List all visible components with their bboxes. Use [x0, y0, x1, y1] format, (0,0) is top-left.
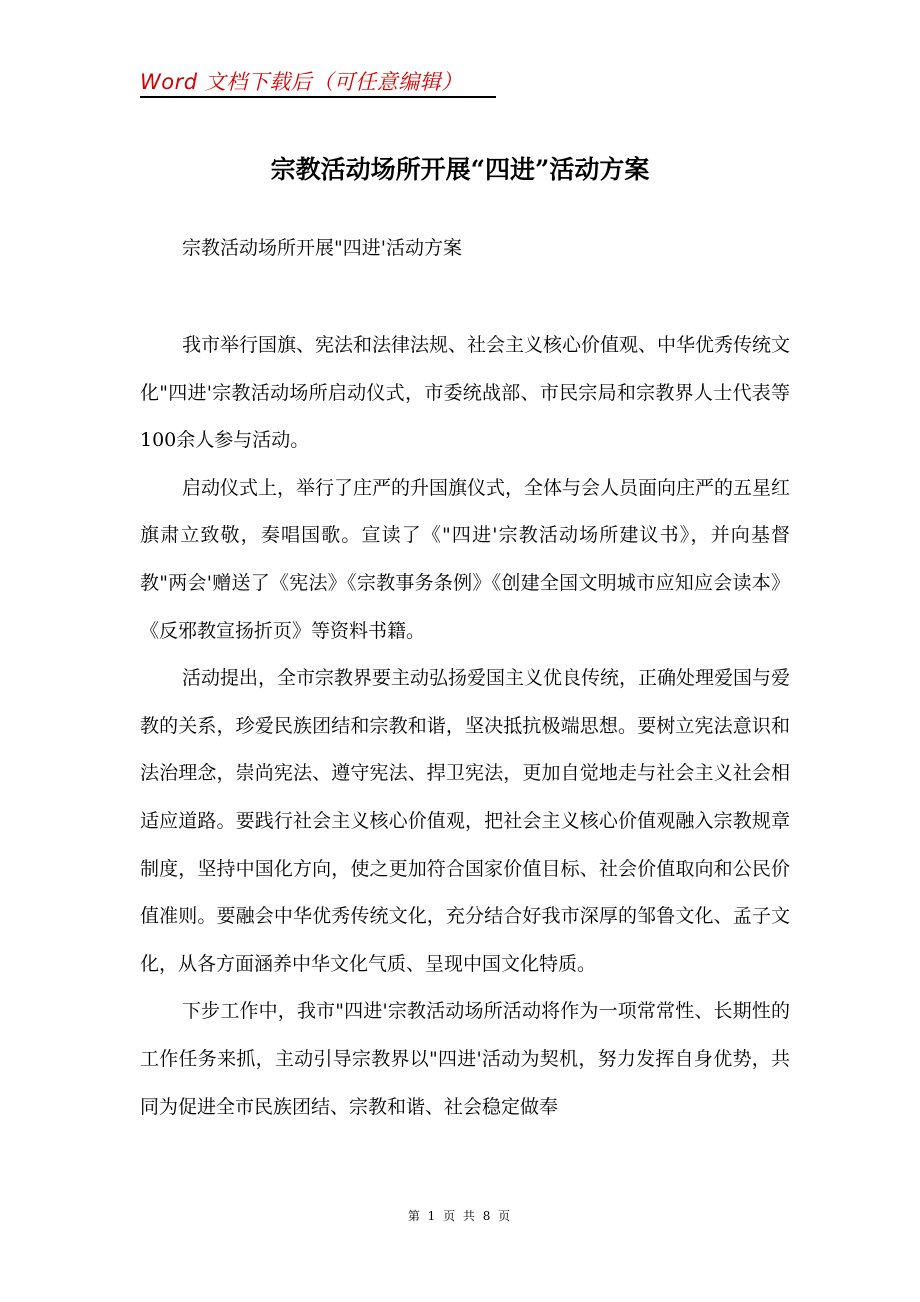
paragraph: 我市举行国旗、宪法和法律法规、社会主义核心价值观、中华优秀传统文化"四进'宗教活动场所启动仪式，市委统战部、市民宗局和宗教界人士代表等100余人参与活动。: [140, 334, 791, 452]
paragraph: 下步工作中，我市"四进'宗教活动场所活动将作为一项常常性、长期性的工作任务来抓，主动引导宗教界以"四进'活动为契机，努力发挥自身优势，共同为促进全市民族团结、宗教和谐、社会稳定做奉: [140, 1000, 790, 1118]
document-body: [140, 322, 790, 1131]
document-subtitle: 宗教活动场所开展"四进'活动方案: [182, 237, 462, 259]
page-number: 第 1 页 共 8 页: [407, 1209, 513, 1223]
download-banner: [140, 66, 496, 98]
paragraph: 活动提出，全市宗教界要主动弘扬爱国主义优良传统，正确处理爱国与爱教的关系，珍爱民族团结和宗教和谐，坚决抵抗极端思想。要树立宪法意识和法治理念，崇尚宪法、遵守宪法、捍卫宪法，更加自觉地走与社会主义社会相适应道路。要践行社会主义核心价值观，把社会主义核心价值观融入宗教规章制度，坚持中国化方向，使之更加符合国家价值目标、社会价值取向和公民价值准则。要融会中华优秀传统文化，充分结合好我市深厚的邹鲁文化、孟子文化，从各方面涵养中华文化气质、呈现中国文化特质。: [140, 667, 791, 975]
download-banner-text: Word 文档下载后（可任意编辑）: [140, 70, 463, 94]
document-title: 宗教活动场所开展“四进”活动方案: [270, 155, 650, 184]
paragraph: 启动仪式上，举行了庄严的升国旗仪式，全体与会人员面向庄严的五星红旗肃立致敬，奏唱国歌。宣读了《"四进'宗教活动场所建议书》，并向基督教"两会'赠送了《宪法》《宗教事务条例》《创建全国文明城市应知应会读本》《反邪教宣扬折页》等资料书籍。: [140, 476, 791, 642]
